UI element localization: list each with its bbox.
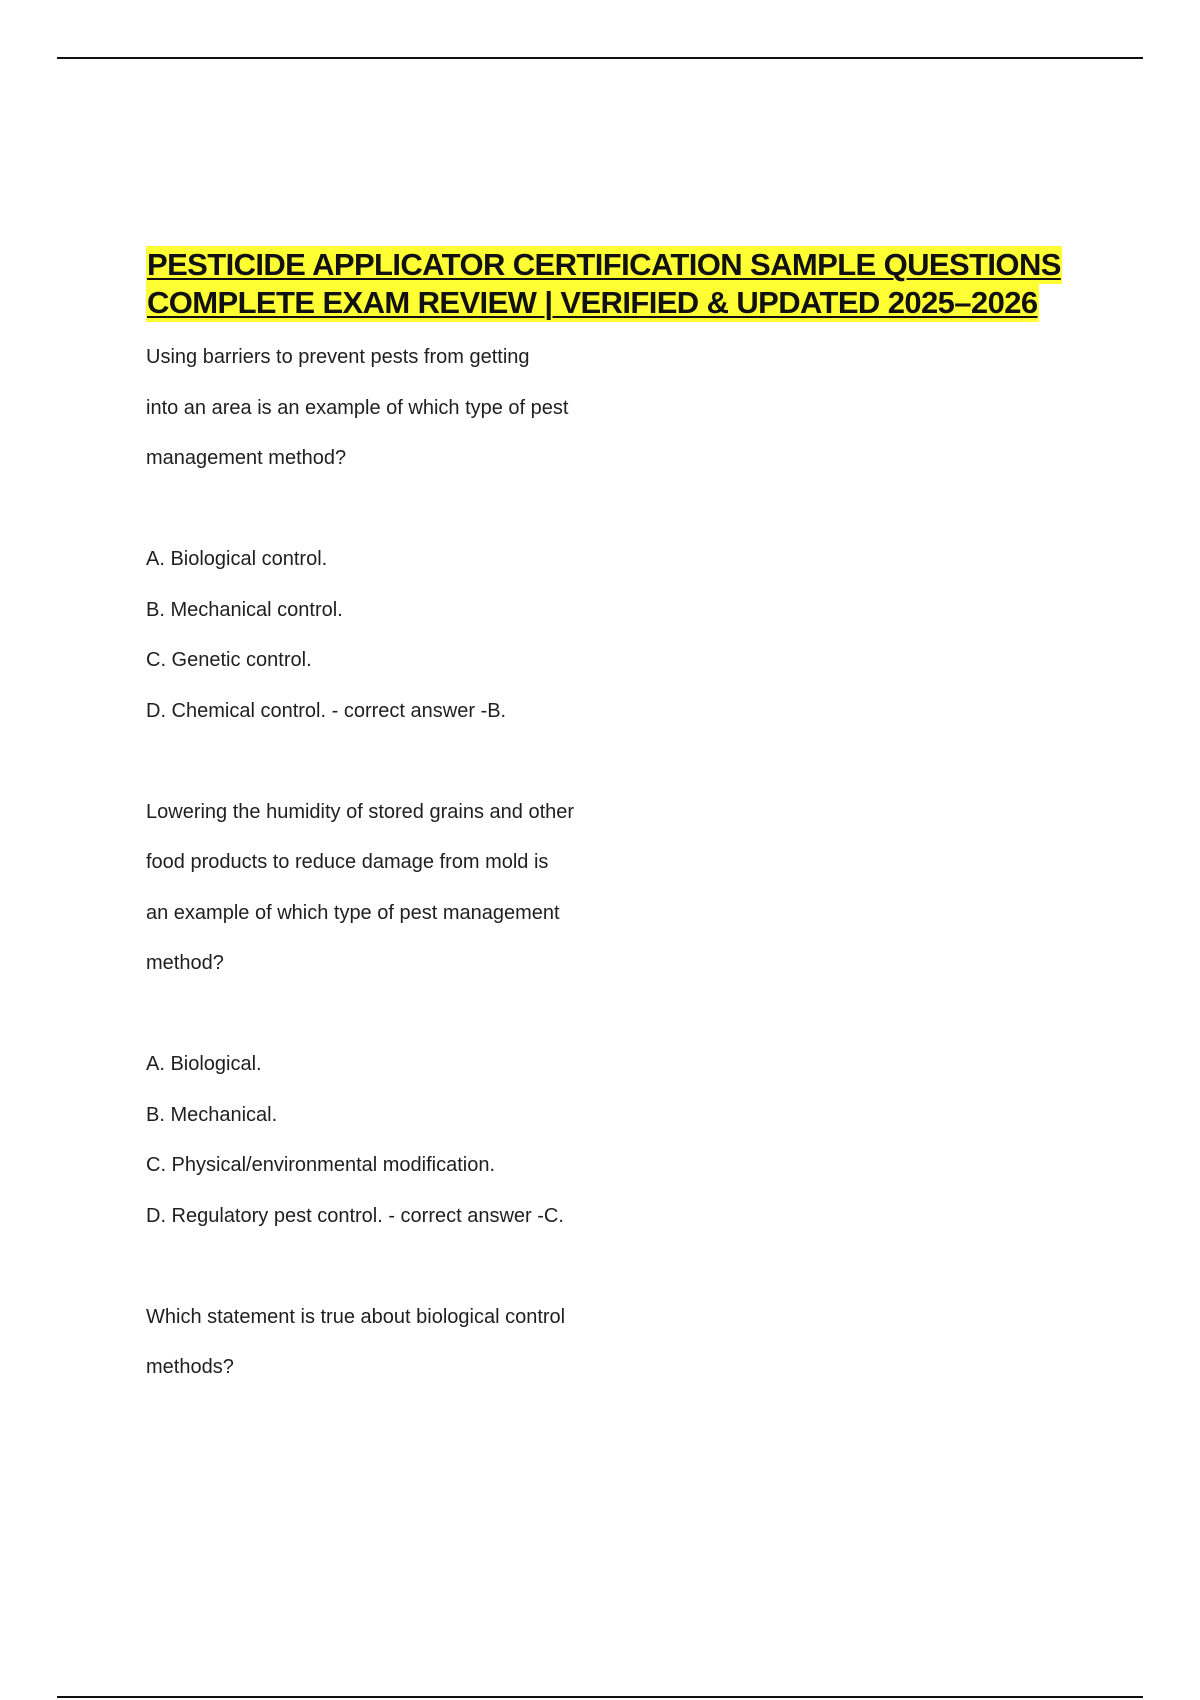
question-2-option-d-answer: D. Regulatory pest control. - correct answer -C. [146, 1204, 564, 1227]
document-body [146, 246, 1106, 1393]
question-1 [146, 332, 1106, 787]
question-1-prompt-line: into an area is an example of which type of pest [146, 396, 569, 419]
question-1-option-d-answer: D. Chemical control. - correct answer -B. [146, 699, 507, 722]
spacer [146, 484, 1106, 535]
question-2-prompt-line: food products to reduce damage from mold is [146, 851, 549, 873]
question-2 [146, 787, 1106, 1292]
spacer [146, 736, 1106, 787]
question-2-option-c: C. Physical/environmental modification. [146, 1154, 496, 1176]
question-2-prompt-line: method? [146, 952, 224, 974]
title-line-2: COMPLETE EXAM REVIEW | VERIFIED & UPDATED 2025–2026 [147, 285, 1038, 320]
question-1-option-b: B. Mechanical control. [146, 598, 343, 621]
spacer [146, 989, 1106, 1040]
footer-rule [57, 1696, 1143, 1698]
question-1-prompt-line: Using barriers to prevent pests from getting [146, 346, 530, 368]
question-2-prompt-line: an example of which type of pest management [146, 901, 560, 924]
header-rule [57, 57, 1143, 59]
question-3-prompt-line: Which statement is true about biological control [146, 1305, 566, 1328]
question-1-prompt-line: management method? [146, 447, 347, 469]
question-3 [146, 1292, 1106, 1393]
question-3-prompt-line: methods? [146, 1356, 234, 1378]
question-2-option-b: B. Mechanical. [146, 1103, 278, 1126]
spacer [146, 1241, 1106, 1292]
title-line-1: PESTICIDE APPLICATOR CERTIFICATION SAMPLE QUESTIONS [147, 247, 1061, 282]
document-title [146, 246, 1106, 322]
question-1-option-c: C. Genetic control. [146, 649, 312, 671]
question-1-option-a: A. Biological control. [146, 548, 328, 570]
question-2-option-a: A. Biological. [146, 1053, 262, 1075]
question-2-prompt-line: Lowering the humidity of stored grains and other [146, 800, 575, 823]
